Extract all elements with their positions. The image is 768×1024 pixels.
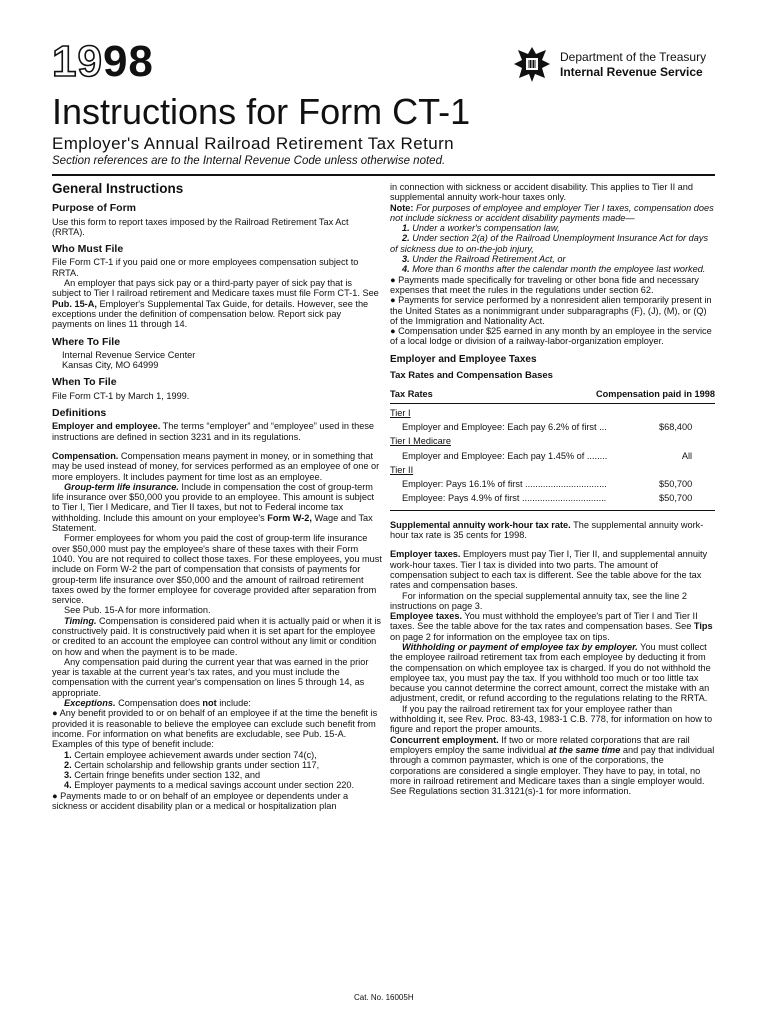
purpose-heading: Purpose of Form [52, 202, 137, 215]
page-subtitle: Employer's Annual Railroad Retirement Tax Return [52, 134, 454, 153]
tax-rates-table [390, 385, 715, 510]
benefit-bullet: ● Any benefit provided to or on behalf of an employee if at the time the benefit is provided it is reasonable to believe the employee can exclude such benefit from income. For information on what benefits are excludable, see Pub. 15-A. Examples of this type of benefit include: [52, 708, 378, 750]
table-header [390, 385, 715, 403]
irs-eagle-icon [512, 44, 552, 84]
note-item-3: 3. Under the Railroad Retirement Act, or [402, 254, 566, 265]
when-to-file-text: File Form CT-1 by March 1, 1999. [52, 390, 190, 401]
prior-year-paragraph: Any compensation paid during the current year that was earned in the prior year is taxable at the current year's tax rates, and you must include the compensation with the current year's compensation on lines 5 through 14, as appropriate. [52, 656, 369, 698]
sick-pay-paragraph: An employer that pays sick pay or a third-party payer of sick pay that is subject to Tier I railroad retirement and Medicare taxes must file Form CT-1. See Pub. 15-A, Employer's Supplemental Tax Guide, for details. However, see the exceptions under the definition of compensation below. Report sick pay payments on lines 11 through 14. [52, 278, 379, 330]
table-row: Employer and Employee: Each pay 6.2% of first ... $68,400 [402, 421, 693, 432]
table-row: Employee: Pays 4.9% of first ................................. $50,700 [402, 493, 693, 504]
page-title: Instructions for Form CT-1 [52, 91, 471, 132]
note-item-2: 2. Under section 2(a) of the Railroad Unemployment Insurance Act for days of sickness due to on-the-job injury, [390, 233, 709, 254]
table-row: Employer and Employee: Each pay 1.45% of ........ All [402, 450, 693, 461]
agency-name: Department of the Treasury Internal Revenue Service [560, 50, 707, 79]
employee-taxes-paragraph: Employee taxes. You must withhold the employee's part of Tier I and Tier II taxes. See the table above for the tax rates and compensation bases. See Tips on page 2 for information on the employee tax on tips. [390, 611, 713, 642]
when-to-file-heading: When To File [52, 376, 117, 389]
left-column [52, 182, 382, 811]
definitions-heading: Definitions [52, 407, 107, 420]
right-column [390, 182, 715, 796]
timing-paragraph: Timing. Compensation is considered paid when it is actually paid or when it is constructively paid. It is constructively paid when it is set apart for the employee or credited to an account the employee can control without any limit or condition on how and when the payment is to be made. [52, 615, 381, 657]
table-group-tier-1: Tier I [390, 407, 411, 418]
who-must-file-heading: Who Must File [52, 243, 124, 256]
continued-text: in connection with sickness or accident disability. This applies to Tier II and supplemental annuity work-hour taxes only. [390, 182, 693, 203]
employer-taxes-paragraph: Employer taxes. Employers must pay Tier I, Tier II, and supplemental annuity work-hour taxes. Tier I tax is divided into two parts. The amount of compensation subject to each tax is different. See the table above for the tax rates and compensation bases. [390, 549, 708, 591]
table-row: Employer: Pays 16.1% of first ................................ $50,700 [402, 479, 693, 490]
note-paragraph: Note: For purposes of employee and employer Tier I taxes, compensation does not include sickness or accident disability payments made— [390, 202, 714, 223]
compensation-definition: Compensation. Compensation means payment in money, or in something that may be used instead of money, for services performed as an employee of one or more employers. It includes payment for time lost as an employee. [52, 450, 380, 482]
travel-expense-bullet: ● Payments made specifically for traveling or other bona fide and necessary expenses that meet the rules in the regulations under section 62. [390, 274, 699, 295]
withholding-paragraph: Withholding or payment of employee tax by employer. You must collect the employee railroad retirement tax from each employee by deducting it from the compensation on which employee tax is charged. If you do not withhold the employee tax, you must pay the tax. If you withhold too much or too little tax because you cannot determine the correct amount, correct the mistake with an adjustment, credit, or refund according to the regulations relating to the RRTA. [390, 641, 711, 704]
rev-proc-paragraph: If you pay the railroad retirement tax for your employee rather than withholding it, see Rev. Proc. 83-43, 1983-1 C.B. 778, for information on how to figure and report the proper amounts. [390, 703, 713, 735]
supplemental-annuity-paragraph: Supplemental annuity work-hour tax rate. The supplemental annuity work-hour tax rate is 35 cents for 1998. [390, 519, 704, 541]
catalog-number: Cat. No. 16005H [354, 993, 414, 1002]
former-employees-paragraph: Former employees for whom you paid the cost of group-term life insurance over $50,000 must pay the employee's share of these taxes with their Form 1040. You are not required to collect those taxes. For these employees, you must include on Form W-2 the part of compensation that consists of payments for group-term life insurance over $50,000 and the amount of railroad retirement taxes owed by the former employee for coverage provided after separation from service. [52, 533, 382, 606]
exception-item-3: 3. Certain fringe benefits under section 132, and [64, 770, 261, 781]
form-year: 1998 [52, 37, 154, 86]
section-reference-note: Section references are to the Internal Revenue Code unless otherwise noted. [52, 155, 446, 167]
address-line-2: Kansas City, MO 64999 [62, 360, 159, 371]
compensation-column-header: Compensation paid in 1998 [596, 389, 715, 400]
concurrent-employment-paragraph: Concurrent employment. If two or more related corporations that are rail employers employ the same individual at the same time and pay that individual through a common paymaster, which is one of the corporations, the corporations are considered a single employer. They have to pay, in total, no more in railroad retirement and Medicare taxes than a single employer would. See Regulations section 31.3121(s)-1 for more information. [390, 734, 715, 797]
see-pub-paragraph: See Pub. 15-A for more information. [64, 605, 211, 616]
group-term-life-paragraph: Group-term life insurance. Include in compensation the cost of group-term life insurance over $50,000 you provide to an employee. This amount is subject to Tier I, Tier I Medicare, and Tier II taxes, but not to Federal income tax withholding. Include this amount on your employee's Form W-2, Wage and Tax Statement. [52, 481, 375, 534]
purpose-text: Use this form to report taxes imposed by the Railroad Retirement Tax Act (RRTA). [52, 216, 349, 237]
employer-employee-definition: Employer and employee. The terms “employer” and “employee” used in these instructions are defined in section 3231 and in its regulations. [52, 421, 375, 442]
employer-employee-taxes-heading: Employer and Employee Taxes [390, 353, 537, 365]
table-group-tier-2: Tier II [390, 464, 414, 475]
exception-item-1: 1. Certain employee achievement awards under section 74(c), [64, 749, 317, 760]
tax-rates-heading: Tax Rates and Compensation Bases [390, 370, 553, 382]
exceptions-paragraph: Exceptions. Compensation does not include: [64, 698, 251, 709]
exception-item-4: 4. Employer payments to a medical savings account under section 220. [64, 780, 355, 791]
who-must-file-text: File Form CT-1 if you paid one or more employees compensation subject to RRTA. [52, 257, 359, 278]
disability-plan-bullet: ● Payments made to or on behalf of an employee or dependents under a sickness or accident disability plan or a medical or hospitalization plan [52, 790, 349, 812]
special-annuity-paragraph: For information on the special supplemental annuity tax, see the line 2 instructions on page 3. [390, 590, 687, 611]
tax-rates-column-header: Tax Rates [390, 389, 433, 400]
address-line-1: Internal Revenue Service Center [62, 349, 196, 360]
nonresident-alien-bullet: ● Payments for service performed by a nonresident alien temporarily present in the United States as a nonimmigrant under subparagraphs (F), (J), (M), or (Q) of the Immigration and Nationality Act. [390, 295, 712, 326]
header-divider [52, 174, 715, 176]
local-lodge-bullet: ● Compensation under $25 earned in any month by an employee in the service of a local lodge or division of a railway-labor-organization employer. [390, 326, 712, 347]
table-group-tier-1-medicare: Tier I Medicare [390, 436, 451, 447]
exception-item-2: 2. Certain scholarship and fellowship grants under section 117, [64, 759, 320, 770]
note-item-4: 4. More than 6 months after the calendar month the employee last worked. [402, 264, 706, 275]
general-instructions-heading: General Instructions [52, 181, 184, 196]
treasury-block [512, 44, 752, 84]
note-item-1: 1. Under a worker's compensation law, [402, 223, 560, 234]
where-to-file-heading: Where To File [52, 335, 121, 348]
